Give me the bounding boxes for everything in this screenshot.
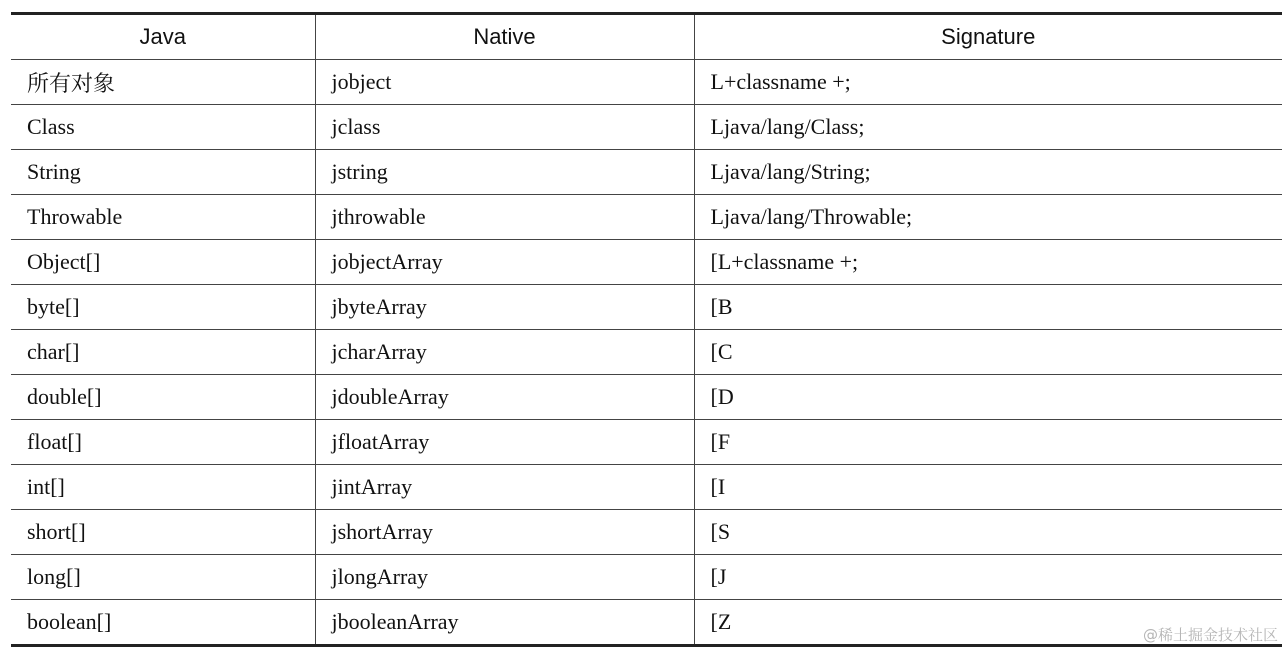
native-type-cell: jclass	[315, 105, 694, 150]
native-type-cell: jbyteArray	[315, 285, 694, 330]
java-type-cell: float[]	[11, 420, 315, 465]
header-signature: Signature	[694, 14, 1282, 60]
signature-cell: Ljava/lang/String;	[694, 150, 1282, 195]
java-type-cell: boolean[]	[11, 600, 315, 646]
header-native: Native	[315, 14, 694, 60]
native-type-cell: jfloatArray	[315, 420, 694, 465]
native-type-cell: jcharArray	[315, 330, 694, 375]
native-type-cell: jbooleanArray	[315, 600, 694, 646]
table-row	[11, 330, 1282, 375]
table-row	[11, 195, 1282, 240]
type-mapping-table	[11, 12, 1282, 647]
header-java: Java	[11, 14, 315, 60]
java-type-cell: 所有对象	[11, 60, 315, 105]
signature-cell: Ljava/lang/Throwable;	[694, 195, 1282, 240]
signature-cell: [S	[694, 510, 1282, 555]
signature-cell: [C	[694, 330, 1282, 375]
table-row	[11, 465, 1282, 510]
header-row	[11, 14, 1282, 60]
signature-cell: [B	[694, 285, 1282, 330]
java-type-cell: Object[]	[11, 240, 315, 285]
java-type-cell: short[]	[11, 510, 315, 555]
signature-cell: [Z	[694, 600, 1282, 646]
java-type-cell: long[]	[11, 555, 315, 600]
table-row	[11, 600, 1282, 646]
native-type-cell: jdoubleArray	[315, 375, 694, 420]
java-type-cell: Class	[11, 105, 315, 150]
native-type-cell: jlongArray	[315, 555, 694, 600]
table-row	[11, 285, 1282, 330]
java-type-cell: int[]	[11, 465, 315, 510]
table-row	[11, 60, 1282, 105]
signature-cell: [F	[694, 420, 1282, 465]
table-row	[11, 240, 1282, 285]
java-type-cell: char[]	[11, 330, 315, 375]
signature-cell: [D	[694, 375, 1282, 420]
native-type-cell: jstring	[315, 150, 694, 195]
table-row	[11, 510, 1282, 555]
native-type-cell: jintArray	[315, 465, 694, 510]
type-mapping-table-container	[11, 12, 1282, 647]
table-row	[11, 105, 1282, 150]
java-type-cell: byte[]	[11, 285, 315, 330]
table-row	[11, 375, 1282, 420]
table-row	[11, 555, 1282, 600]
native-type-cell: jshortArray	[315, 510, 694, 555]
java-type-cell: double[]	[11, 375, 315, 420]
watermark: @稀土掘金技术社区	[1142, 626, 1278, 644]
native-type-cell: jobjectArray	[315, 240, 694, 285]
signature-cell: [L+classname +;	[694, 240, 1282, 285]
signature-cell: [J	[694, 555, 1282, 600]
java-type-cell: Throwable	[11, 195, 315, 240]
table-row	[11, 420, 1282, 465]
signature-cell: L+classname +;	[694, 60, 1282, 105]
signature-cell: [I	[694, 465, 1282, 510]
native-type-cell: jobject	[315, 60, 694, 105]
java-type-cell: String	[11, 150, 315, 195]
native-type-cell: jthrowable	[315, 195, 694, 240]
signature-cell: Ljava/lang/Class;	[694, 105, 1282, 150]
table-row	[11, 150, 1282, 195]
